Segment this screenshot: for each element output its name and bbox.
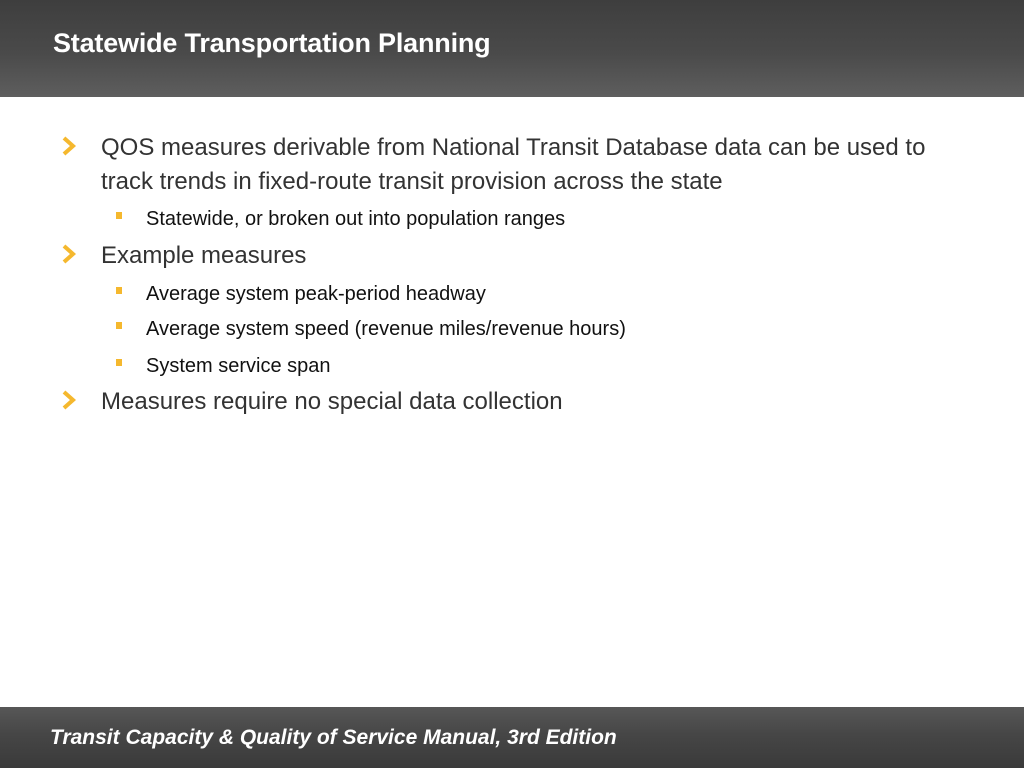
sub-bullet-text: Statewide, or broken out into population ranges (146, 208, 566, 230)
chevron-right-icon (61, 243, 77, 265)
bullet-item (101, 131, 971, 199)
chevron-right-icon (61, 135, 77, 157)
bullet-text: QOS measures derivable from National Transit Database data can be used to track trends in fixed-route transit provision across the state (101, 134, 926, 195)
sub-bullet-item (146, 280, 966, 308)
sub-bullet-text: System service span (146, 355, 331, 377)
sub-bullet-text: Average system peak-period headway (146, 283, 486, 305)
sub-bullet-item (146, 315, 966, 343)
square-bullet-icon (116, 359, 122, 366)
chevron-right-icon (61, 389, 77, 411)
slide-title: Statewide Transportation Planning (53, 28, 491, 58)
bullet-item (101, 385, 971, 419)
sub-bullet-item (146, 205, 966, 233)
square-bullet-icon (116, 212, 122, 219)
sub-bullet-item (146, 352, 966, 380)
bullet-text: Measures require no special data collection (101, 388, 563, 415)
bullet-text: Example measures (101, 242, 307, 269)
slide-footer (0, 707, 1024, 768)
footer-text: Transit Capacity & Quality of Service Manual, 3rd Edition (50, 726, 617, 749)
sub-bullet-text: Average system speed (revenue miles/revenue hours) (146, 318, 626, 340)
square-bullet-icon (116, 322, 122, 329)
bullet-item (101, 239, 971, 273)
square-bullet-icon (116, 287, 122, 294)
